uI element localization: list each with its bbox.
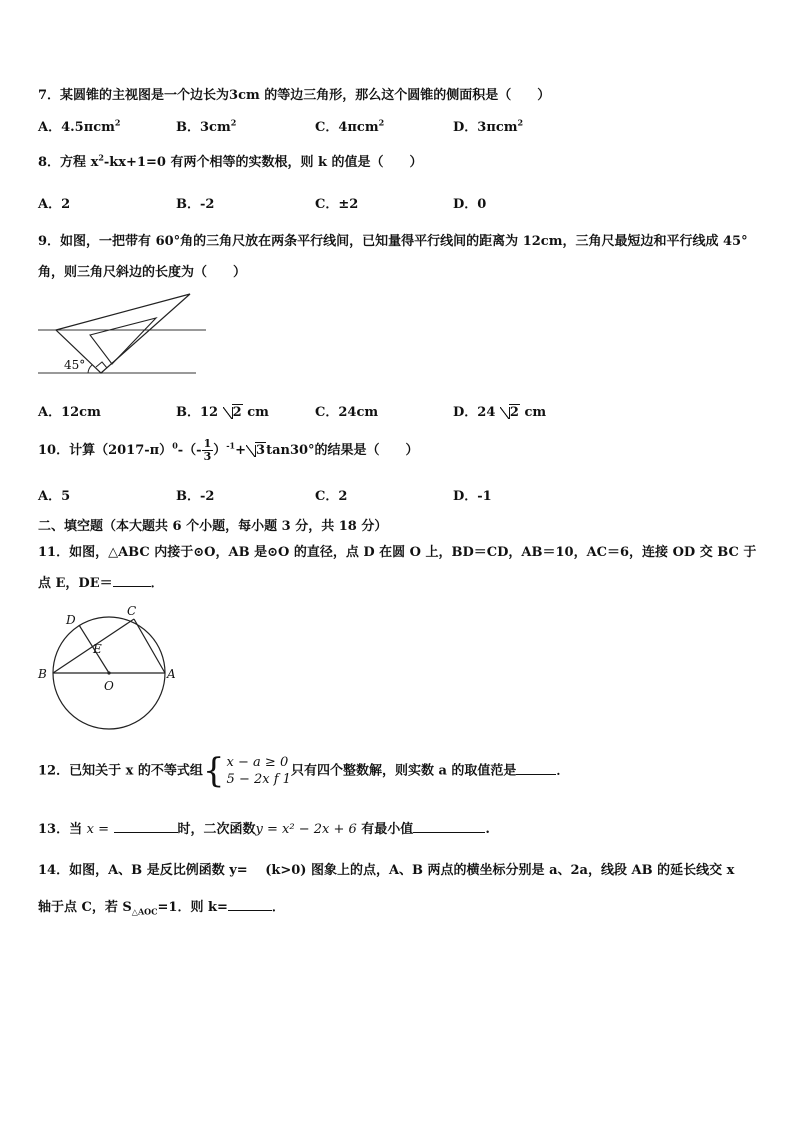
q7-option-a: A．4.5πcm$^2$	[38, 117, 121, 135]
q11-stem-line2: 点 E，DE＝ ．	[38, 572, 164, 591]
q7-option-d: D．3πcm$^2$	[453, 117, 524, 135]
q10-option-a: A．5	[38, 489, 71, 504]
label-c: C	[127, 604, 137, 618]
label-o: O	[104, 679, 114, 693]
section2-title: 二、填空题（本大题共 6 个小题，每小题 3 分，共 18 分）	[38, 519, 388, 534]
q12-stem: 12．已知关于 x 的不等式组 { x − a ≥ 0 5 − 2x f 1 只有四个整数解，则实数 a 的取值范是 ．	[38, 751, 570, 791]
q14-answer-blank[interactable]	[228, 897, 272, 911]
angle-label-45: 45°	[64, 358, 86, 372]
q11-answer-blank[interactable]	[113, 573, 151, 587]
q8-stem: 8．方程 $x^2-kx+1=0$ 有两个相等的实数根，则 k 的值是（ ）	[38, 152, 423, 170]
q14-stem-line1: 14．如图，A、B 是反比例函数 y= (k>0) 图象上的点，A、B 两点的横坐标分别是 a、2a，线段 AB 的延长线交 x	[38, 863, 735, 878]
q8-option-c: C．±2	[315, 197, 359, 212]
q9-stem-line2: 角，则三角尺斜边的长度为（ ）	[38, 265, 247, 280]
q8-option-b: B．-2	[176, 197, 215, 212]
q13-x-blank[interactable]	[114, 819, 178, 833]
right-angle-mark	[96, 362, 107, 368]
q10-option-c: C．2	[315, 489, 348, 504]
inequality-system: { x − a ≥ 0 5 − 2x f 1	[202, 751, 291, 791]
label-d: D	[66, 613, 76, 627]
q9-options	[38, 401, 678, 421]
q12-answer-blank[interactable]	[516, 761, 556, 775]
triangle-ruler-inner	[90, 318, 156, 364]
angle-arc	[88, 365, 92, 373]
q10-options	[38, 485, 678, 505]
segment-ca	[134, 619, 165, 673]
q9-option-c: C．24cm	[315, 405, 379, 420]
q7-option-c: C．4πcm$^2$	[315, 117, 385, 135]
q10-option-d: D．-1	[453, 489, 492, 504]
label-b: B	[38, 667, 47, 681]
q10-stem: 10．计算$(2017-\pi)^0-(-$ $\frac{1}{3}$ ）$^{-1}$+ 3tan30°的结果是（ ）	[38, 437, 419, 463]
label-e: E	[93, 642, 102, 656]
q8-options	[38, 193, 678, 213]
q9-option-d: D．24 2 cm	[453, 405, 547, 420]
q13-min-blank[interactable]	[413, 819, 485, 833]
q9-triangle-figure	[36, 290, 212, 380]
q11-stem-line1: 11．如图，△ABC 内接于⊙O，AB 是⊙O 的直径，点 D 在圆 O 上，BD＝CD，AB＝10，AC＝6，连接 OD 交 BC 于	[38, 545, 757, 560]
q14-stem-line2: 轴于点 C，若 $S_{\triangle AOC}=1$．则 k= ．	[38, 896, 285, 917]
q9-option-b: B．12 2 cm	[176, 405, 269, 420]
q10-option-b: B．-2	[176, 489, 215, 504]
left-brace: {	[202, 751, 225, 791]
q13-stem: 13．当 x = 时，二次函数y = x² − 2x + 6 有最小值 .	[38, 818, 490, 837]
q8-option-a: A．2	[38, 197, 71, 212]
label-a: A	[167, 667, 176, 681]
q11-circle-figure	[34, 602, 184, 732]
q9-stem-line1: 9．如图，一把带有 60°角的三角尺放在两条平行线间，已知量得平行线间的距离为 12cm，三角尺最短边和平行线成 45°	[38, 234, 748, 249]
fraction-one-third: $\frac{1}{3}$	[203, 437, 212, 463]
q7-option-b: B．$3cm^2$	[176, 117, 237, 135]
q7-stem: 7．某圆锥的主视图是一个边长为3cm 的等边三角形，那么这个圆锥的侧面积是（ ）	[38, 88, 551, 103]
q9-option-a: A．12cm	[38, 405, 101, 420]
q8-option-d: D．0	[453, 197, 487, 212]
q7-options	[38, 116, 678, 136]
center-point-o	[107, 671, 110, 674]
